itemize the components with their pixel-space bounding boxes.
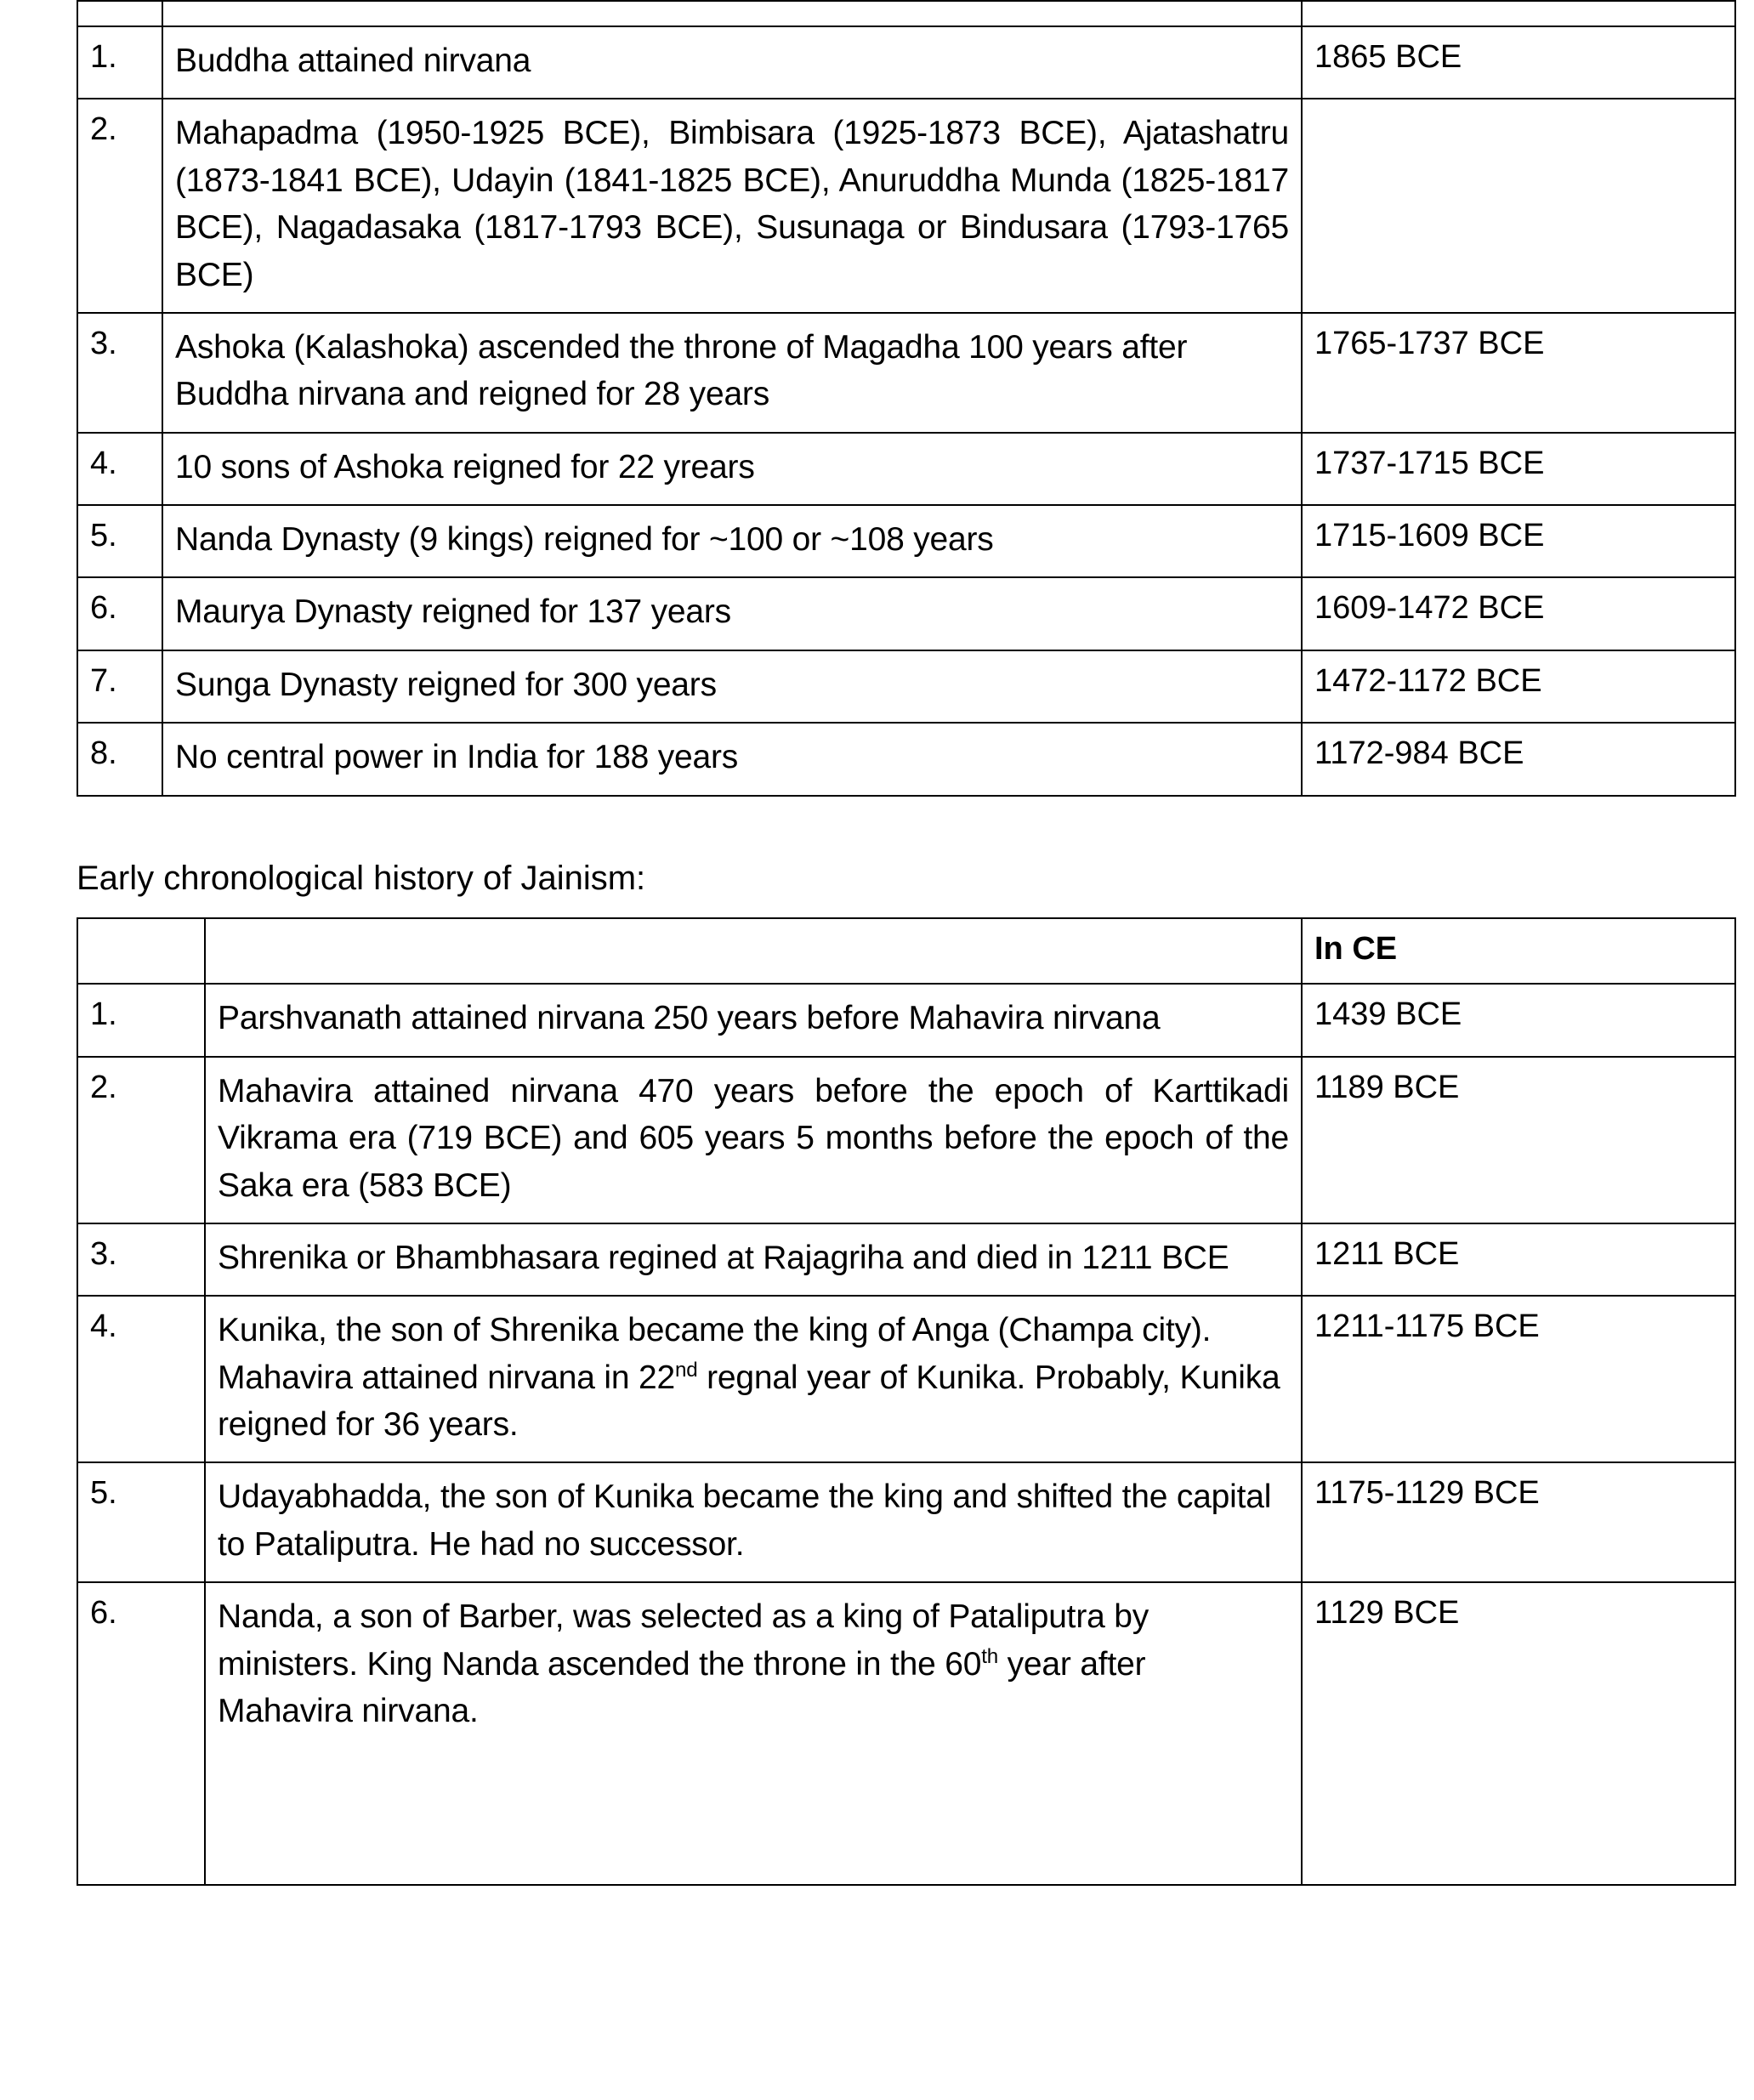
- table-row: [77, 1582, 1735, 1885]
- row-description: Nanda Dynasty (9 kings) reigned for ~100 or ~108 years: [162, 505, 1302, 577]
- jainism-table-body: [77, 918, 1735, 1886]
- row-date: 1211-1175 BCE: [1302, 1296, 1735, 1462]
- row-trailing-space: [218, 1734, 1289, 1870]
- table-row: [77, 1296, 1735, 1462]
- table-row: [77, 723, 1735, 795]
- row-number: 3.: [77, 1223, 205, 1296]
- row-date: 1609-1472 BCE: [1302, 577, 1735, 650]
- table-row-clipped: [77, 1, 1735, 26]
- row-number: 6.: [77, 1582, 205, 1885]
- header-number-cell: [77, 918, 205, 985]
- section-caption: Early chronological history of Jainism:: [77, 859, 646, 897]
- row-number: 5.: [77, 1462, 205, 1582]
- row-date: [1302, 99, 1735, 313]
- clipped-date-cell: [1302, 1, 1735, 26]
- table-row: [77, 26, 1735, 99]
- row-number: 8.: [77, 723, 162, 795]
- row-description: Parshvanath attained nirvana 250 years before Mahavira nirvana: [205, 984, 1302, 1056]
- row-number: 1.: [77, 26, 162, 99]
- row-number: 4.: [77, 1296, 205, 1462]
- row-description: Ashoka (Kalashoka) ascended the throne of Magadha 100 years after Buddha nirvana and reigned for 28 years: [162, 313, 1302, 433]
- row-number: 3.: [77, 313, 162, 433]
- row-date: 1865 BCE: [1302, 26, 1735, 99]
- row-date: 1189 BCE: [1302, 1057, 1735, 1223]
- table-row: [77, 505, 1735, 577]
- jainism-chronology-table: [77, 917, 1736, 1887]
- header-description-cell: [205, 918, 1302, 985]
- buddhism-table-body: [77, 1, 1735, 796]
- table-row: [77, 1057, 1735, 1223]
- table-header-row: [77, 918, 1735, 985]
- row-number: 1.: [77, 984, 205, 1056]
- row-description: Mahapadma (1950-1925 BCE), Bimbisara (1925-1873 BCE), Ajatashatru (1873-1841 BCE), Udayin (1841-1825 BCE), Anuruddha Munda (1825-1817 BCE), Nagadasaka (1817-1793 BCE), Susunaga or Bindusara (1793-1765 BCE): [162, 99, 1302, 313]
- buddhism-chronology-table: [77, 0, 1736, 797]
- row-number: 5.: [77, 505, 162, 577]
- row-date: 1129 BCE: [1302, 1582, 1735, 1885]
- row-date: 1172-984 BCE: [1302, 723, 1735, 795]
- row-description: Sunga Dynasty reigned for 300 years: [162, 650, 1302, 723]
- row-description-text: Nanda, a son of Barber, was selected as a king of Pataliputra by ministers. King Nanda ascended the throne in the 60th year after Mahavira nirvana.: [218, 1598, 1149, 1729]
- table-row: [77, 1223, 1735, 1296]
- table-row: [77, 1462, 1735, 1582]
- table-row: [77, 984, 1735, 1056]
- row-number: 7.: [77, 650, 162, 723]
- row-number: 2.: [77, 99, 162, 313]
- row-number: 2.: [77, 1057, 205, 1223]
- row-description: Buddha attained nirvana: [162, 26, 1302, 99]
- row-description: [205, 1582, 1302, 1885]
- clipped-body-cell: [162, 1, 1302, 26]
- table-row: [77, 99, 1735, 313]
- row-description: 10 sons of Ashoka reigned for 22 yrears: [162, 433, 1302, 505]
- row-description: Shrenika or Bhambhasara regined at Rajagriha and died in 1211 BCE: [205, 1223, 1302, 1296]
- row-number: 6.: [77, 577, 162, 650]
- row-date: 1472-1172 BCE: [1302, 650, 1735, 723]
- row-number: 4.: [77, 433, 162, 505]
- row-date: 1439 BCE: [1302, 984, 1735, 1056]
- row-description: Mahavira attained nirvana 470 years before the epoch of Karttikadi Vikrama era (719 BCE) and 605 years 5 months before the epoch of the Saka era (583 BCE): [205, 1057, 1302, 1223]
- row-date: 1211 BCE: [1302, 1223, 1735, 1296]
- clipped-num-cell: [77, 1, 162, 26]
- row-date: 1765-1737 BCE: [1302, 313, 1735, 433]
- row-description: Maurya Dynasty reigned for 137 years: [162, 577, 1302, 650]
- table-row: [77, 650, 1735, 723]
- table-row: [77, 313, 1735, 433]
- row-date: 1175-1129 BCE: [1302, 1462, 1735, 1582]
- row-description: Kunika, the son of Shrenika became the king of Anga (Champa city). Mahavira attained nirvana in 22nd regnal year of Kunika. Probably, Kunika reigned for 36 years.: [205, 1296, 1302, 1462]
- table-row: [77, 433, 1735, 505]
- row-date: 1737-1715 BCE: [1302, 433, 1735, 505]
- row-date: 1715-1609 BCE: [1302, 505, 1735, 577]
- table-row: [77, 577, 1735, 650]
- row-description: No central power in India for 188 years: [162, 723, 1302, 795]
- row-description: Udayabhadda, the son of Kunika became the king and shifted the capital to Pataliputra. He had no successor.: [205, 1462, 1302, 1582]
- header-era-label: In CE: [1302, 918, 1735, 985]
